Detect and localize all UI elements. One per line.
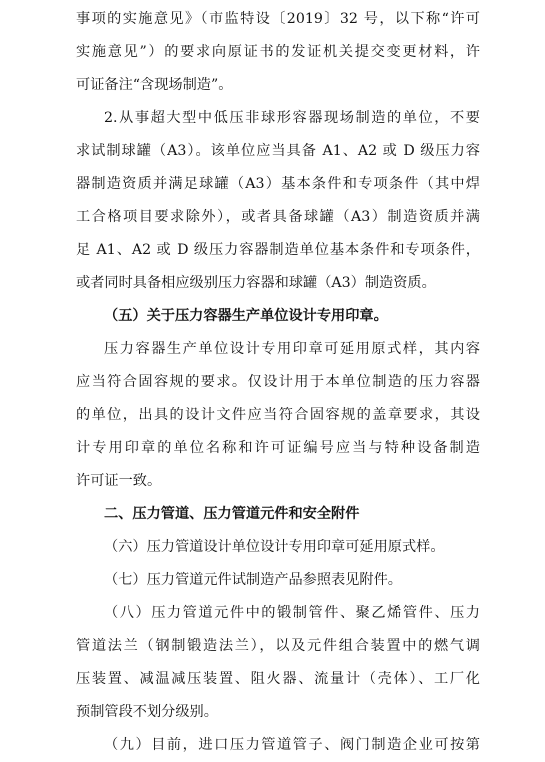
text-line: 压力容器生产单位设计专用印章可延用原式样，其内容 [104, 341, 480, 357]
text-line: 压装置、减温减压装置、阻火器、流量计（壳体）、工厂化 [76, 671, 480, 687]
section-heading-line: （五）关于压力容器生产单位设计专用印章。 [104, 308, 388, 324]
text-line: 工合格项目要求除外），或者具备球罐（A3）制造资质并满 [76, 209, 480, 225]
text-line: 预制管段不划分级别。 [76, 704, 218, 720]
text-line: 或者同时具备相应级别压力容器和球罐（A3）制造资质。 [76, 275, 436, 291]
text-line: 2.从事超大型中低压非球形容器现场制造的单位，不要 [104, 110, 480, 126]
text-line: （六）压力管道设计单位设计专用印章可延用原式样。 [104, 539, 445, 555]
text-line: 管道法兰（钢制锻造法兰），以及元件组合装置中的燃气调 [76, 638, 480, 654]
text-line: 计专用印章的单位名称和许可证编号应当与特种设备制造 [76, 440, 480, 456]
section-heading-line: 二、压力管道、压力管道元件和安全附件 [104, 506, 360, 522]
text-line: 实施意见”）的要求向原证书的发证机关提交变更材料，许 [76, 44, 480, 60]
text-line: 足 A1、A2 或 D 级压力容器制造单位基本条件和专项条件， [76, 242, 480, 258]
text-line: （九）目前，进口压力管道管子、阀门制造企业可按第 [104, 737, 480, 753]
text-line: 器制造资质并满足球罐（A3）基本条件和专项条件（其中焊 [76, 176, 480, 192]
text-line: 可证备注“含现场制造”。 [76, 77, 233, 93]
text-line: 应当符合固容规的要求。仅设计用于本单位制造的压力容器 [76, 374, 480, 390]
document-body [76, 3, 480, 762]
text-line: （七）压力管道元件试制造产品参照表见附件。 [104, 572, 402, 588]
text-line: （八）压力管道元件中的锻制管件、聚乙烯管件、压力 [104, 605, 480, 621]
text-line: 许可证一致。 [76, 473, 162, 489]
text-line: 事项的实施意见》（市监特设〔2019〕32 号，以下称“许可 [76, 11, 480, 27]
text-line: 的单位，出具的设计文件应当符合固容规的盖章要求，其设 [76, 407, 480, 423]
text-line: 求试制球罐（A3）。该单位应当具备 A1、A2 或 D 级压力容 [76, 143, 480, 159]
